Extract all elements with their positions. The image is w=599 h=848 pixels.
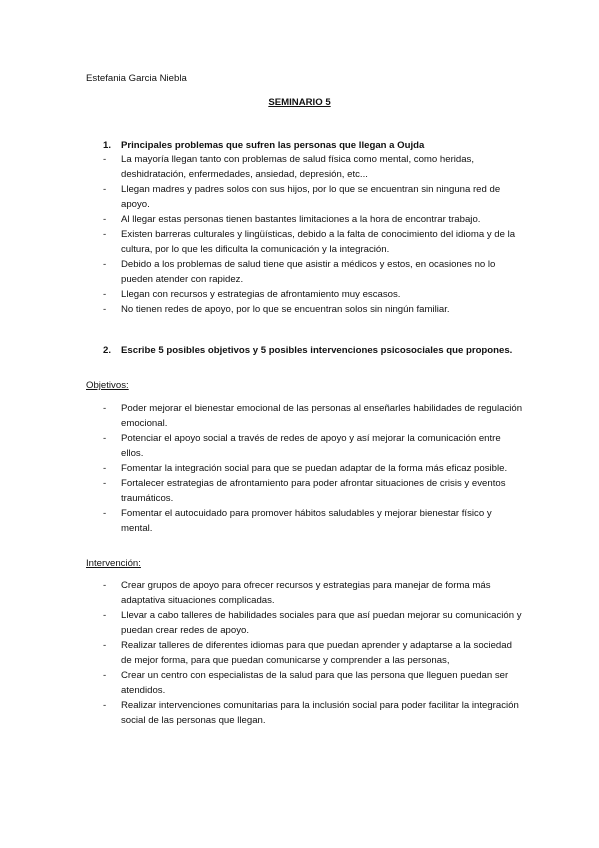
list-item [103,668,523,698]
list-item [103,506,523,536]
intervencion-label: Intervención: [86,558,141,569]
list-item-text: Debido a los problemas de salud tiene que asistir a médicos y estos, en ocasiones no lo pueden atender con rapidez. [121,259,496,285]
list-item-text: Poder mejorar el bienestar emocional de las personas al enseñarles habilidades de regulación emocional. [121,403,523,429]
bullet-dash: - [103,463,107,474]
bullet-dash: - [103,289,107,300]
list-item-text: No tienen redes de apoyo, por lo que se encuentran solos sin ningún familiar. [121,304,450,315]
list-item-text: Fomentar el autocuidado para promover hábitos saludables y mejorar bienestar físico y mental. [121,508,492,534]
list-item [103,608,523,638]
bullet-dash: - [103,154,107,165]
list-item [103,212,523,227]
list-item [103,638,523,668]
bullet-dash: - [103,229,107,240]
problems-list [103,152,523,317]
author-name: Estefania Garcia Niebla [86,73,187,84]
bullet-dash: - [103,304,107,315]
list-item [103,698,523,728]
objetivos-label: Objetivos: [86,380,129,391]
list-item-text: Llegan con recursos y estrategias de afrontamiento muy escasos. [121,289,401,300]
section-2-heading [103,343,513,358]
bullet-dash: - [103,478,107,489]
list-item-text: Fortalecer estrategias de afrontamiento para poder afrontar situaciones de crisis y eventos traumáticos. [121,478,506,504]
section-2-heading-text: Escribe 5 posibles objetivos y 5 posibles intervenciones psicosociales que propones. [121,345,513,356]
list-item-text: Llevar a cabo talleres de habilidades sociales para que así puedan mejorar su comunicación y puedan crear redes de apoyo. [121,610,522,636]
list-item-text: Crear un centro con especialistas de la salud para que las persona que lleguen puedan ser atendidos. [121,670,509,696]
list-item [103,152,523,182]
section-1-heading-text: Principales problemas que sufren las personas que llegan a Oujda [121,140,425,151]
objetivos-list [103,401,523,536]
list-item-text: Realizar intervenciones comunitarias para la inclusión social para poder facilitar la integración social de las personas que llegan. [121,700,519,726]
list-item [103,431,523,461]
bullet-dash: - [103,508,107,519]
bullet-dash: - [103,259,107,270]
list-item-text: Potenciar el apoyo social a través de redes de apoyo y así mejorar la comunicación entre ellos. [121,433,501,459]
section-1-heading [103,138,513,153]
list-item-text: Llegan madres y padres solos con sus hijos, por lo que se encuentran sin ninguna red de apoyo. [121,184,501,210]
list-item [103,287,523,302]
section-1-number: 1. [103,140,112,151]
bullet-dash: - [103,403,107,414]
document-title: SEMINARIO 5 [268,97,331,108]
list-item [103,476,523,506]
list-item-text: Existen barreras culturales y lingüísticas, debido a la falta de conocimiento del idioma y de la cultura, por lo que les dificulta la comunicación y la integración. [121,229,516,255]
list-item [103,227,523,257]
list-item-text: La mayoría llegan tanto con problemas de salud física como mental, como heridas, deshidratación, enfermedades, ansiedad, depresión, etc... [121,154,475,180]
bullet-dash: - [103,640,107,651]
list-item [103,257,523,287]
bullet-dash: - [103,610,107,621]
bullet-dash: - [103,670,107,681]
bullet-dash: - [103,184,107,195]
section-2-number: 2. [103,345,112,356]
list-item [103,401,523,431]
bullet-dash: - [103,214,107,225]
list-item [103,302,523,317]
list-item [103,182,523,212]
list-item [103,461,523,476]
bullet-dash: - [103,700,107,711]
list-item-text: Crear grupos de apoyo para ofrecer recursos y estrategias para manejar de forma más adaptativa situaciones complicadas. [121,580,491,606]
list-item-text: Fomentar la integración social para que se puedan adaptar de la forma más eficaz posible. [121,463,508,474]
list-item-text: Realizar talleres de diferentes idiomas para que puedan aprender y adaptarse a la sociedad de mejor forma, para que puedan comunicarse y comprender a las personas, [121,640,512,666]
bullet-dash: - [103,580,107,591]
bullet-dash: - [103,433,107,444]
intervencion-list [103,578,523,728]
list-item [103,578,523,608]
list-item-text: Al llegar estas personas tienen bastantes limitaciones a la hora de encontrar trabajo. [121,214,481,225]
